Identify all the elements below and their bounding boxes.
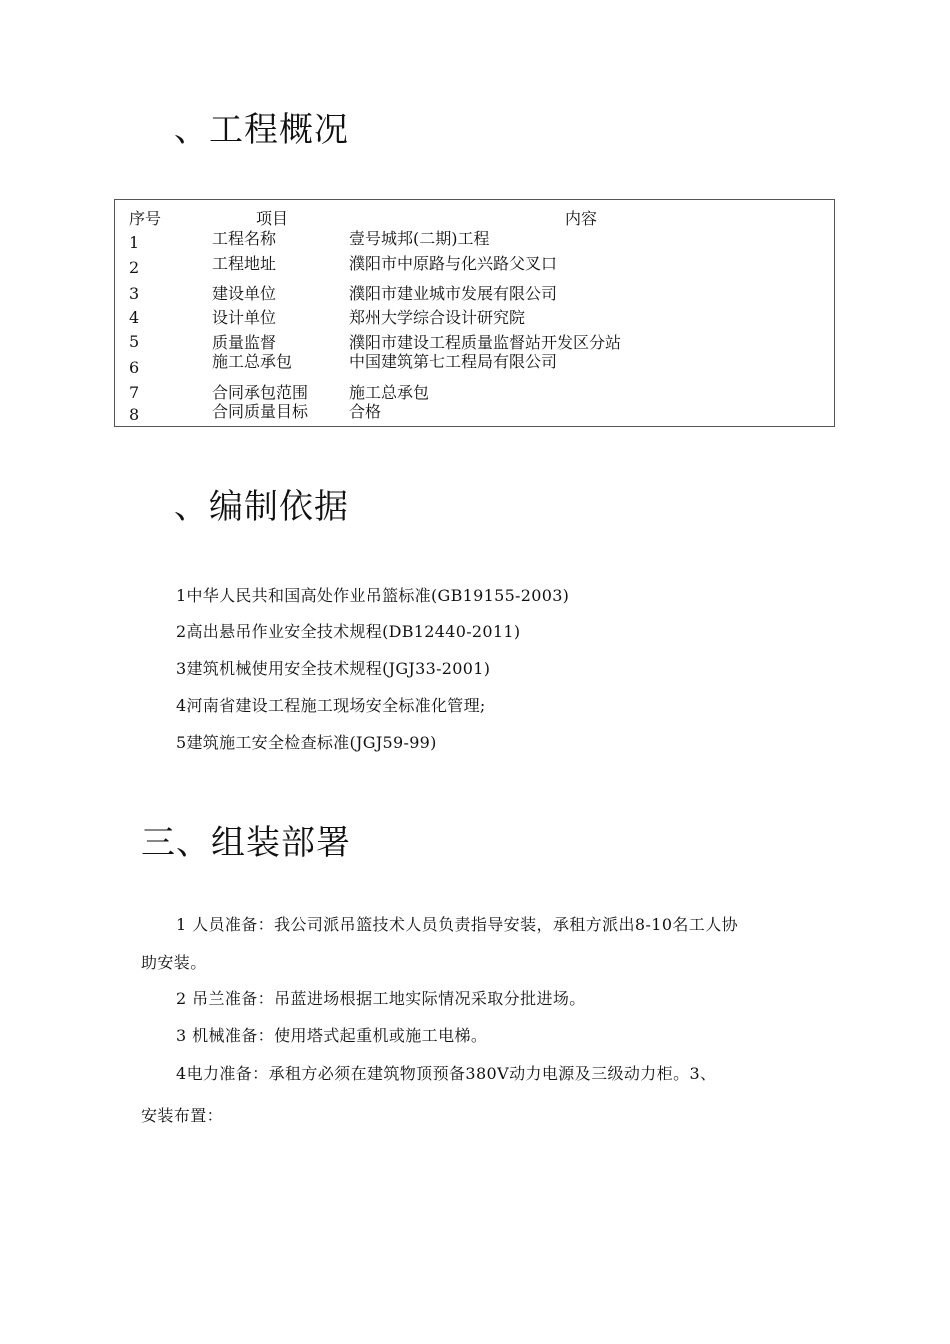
row-content: 中国建筑第七工程局有限公司 xyxy=(349,352,558,371)
section-1-title: 、工程概况 xyxy=(174,110,349,150)
header-item: 项目 xyxy=(256,209,289,228)
row-item: 施工总承包 xyxy=(212,352,293,371)
row-no: 5 xyxy=(129,332,140,351)
row-no: 1 xyxy=(129,233,140,252)
overview-table xyxy=(114,199,835,427)
paragraph-personnel: 1 人员准备：我公司派吊篮技术人员负责指导安装，承租方派出8-10名工人协 xyxy=(176,915,739,934)
row-content: 施工总承包 xyxy=(349,383,430,402)
row-no: 3 xyxy=(129,284,140,303)
row-item: 合同质量目标 xyxy=(212,402,309,421)
row-content: 郑州大学综合设计研究院 xyxy=(349,308,526,327)
header-content: 内容 xyxy=(565,209,598,228)
row-item: 合同承包范围 xyxy=(212,383,309,402)
list-item: 3建筑机械使用安全技术规程(JGJ33-2001) xyxy=(176,659,491,678)
section-2-title: 、编制依据 xyxy=(174,487,349,527)
row-item: 建设单位 xyxy=(212,284,277,303)
paragraph-layout: 安装布置： xyxy=(141,1106,224,1125)
list-item: 1中华人民共和国高处作业吊篮标准(GB19155-2003) xyxy=(176,586,570,605)
row-item: 工程名称 xyxy=(212,229,277,248)
row-content: 壹号城邦(二期)工程 xyxy=(349,229,490,248)
row-item: 工程地址 xyxy=(212,254,277,273)
list-item: 5建筑施工安全检查标准(JGJ59-99) xyxy=(176,733,437,752)
row-no: 7 xyxy=(129,383,140,402)
row-content: 濮阳市建设工程质量监督站开发区分站 xyxy=(349,333,622,352)
row-content: 合格 xyxy=(349,402,382,421)
header-no: 序号 xyxy=(129,209,162,228)
list-item: 4河南省建设工程施工现场安全标准化管理; xyxy=(176,696,486,715)
row-item: 设计单位 xyxy=(212,308,277,327)
row-no: 6 xyxy=(129,358,140,377)
row-no: 8 xyxy=(129,405,140,424)
row-no: 2 xyxy=(129,258,140,277)
row-no: 4 xyxy=(129,308,140,327)
row-content: 濮阳市建业城市发展有限公司 xyxy=(349,284,558,303)
row-content: 濮阳市中原路与化兴路父叉口 xyxy=(349,254,558,273)
section-3-title: 三、组装部署 xyxy=(141,823,351,863)
paragraph-machinery: 3 机械准备：使用塔式起重机或施工电梯。 xyxy=(176,1026,488,1045)
list-item: 2高出悬吊作业安全技术规程(DB12440-2011) xyxy=(176,622,521,641)
paragraph-basket: 2 吊兰准备：吊蓝进场根据工地实际情况采取分批进场。 xyxy=(176,989,586,1008)
row-item: 质量监督 xyxy=(212,333,277,352)
paragraph-power: 4电力准备：承租方必须在建筑物顶预备380V动力电源及三级动力柜。3、 xyxy=(176,1064,717,1083)
paragraph-personnel-cont: 助安装。 xyxy=(141,953,207,972)
